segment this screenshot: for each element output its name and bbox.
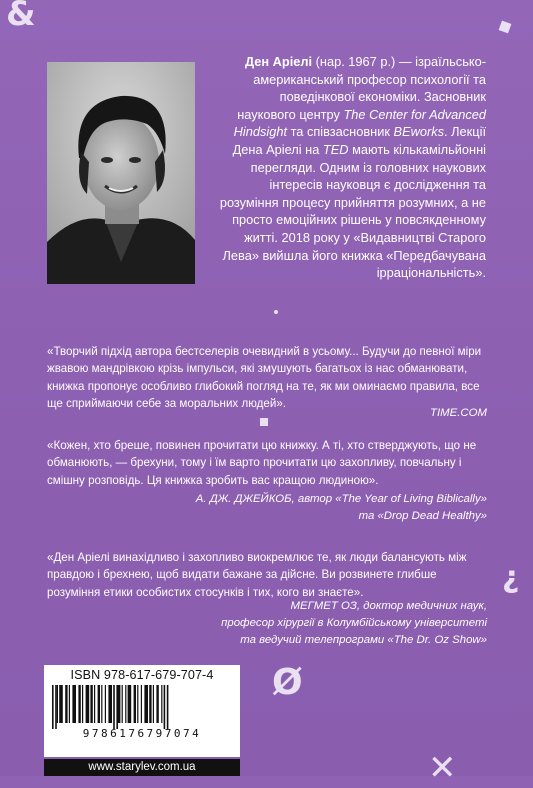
isbn-barcode xyxy=(44,665,240,757)
inverted-question-decoration: ¿ xyxy=(502,560,520,595)
book-title: «Drop Dead Healthy» xyxy=(377,509,487,522)
center-name: The Center for Advanced Hindsight xyxy=(233,106,486,140)
review-quote: «Кожен, хто бреше, повинен прочитати цю книжку. А ті, хто стверджують, що не обманюють, — брехуни, тому і їм варто прочитати цю захопливу, повчальну і смішну розповідь. Ця книжка зробить вас кращою людиною». xyxy=(47,439,477,487)
author-photo xyxy=(47,62,195,284)
cross-decoration: ✕ xyxy=(428,748,457,788)
author-name: Ден Аріелі xyxy=(244,54,313,69)
author-bio: Ден Аріелі (нар. 1967 р.) — ізраїльсько-американський професор психології та поведінкової економіки. Засновник наукового центру The Center for Advanced Hindsight та співзасновник BEworks. Лекції Дена Аріелі на TED мають кількамільйонні перегляди. Одним із головних наукових інтересів науковця є дослідження та розуміння процесу прийняття розумних, а не просто емоційних рішень у повсякденному житті. 2018 року у «Видавництві Старого Лева» вийшла його книжка «Передбачувана ірраціональність». xyxy=(219,54,486,281)
square-decoration xyxy=(499,21,512,34)
barcode-bars xyxy=(50,685,234,729)
review-attribution: МЕГМЕТ ОЗ, доктор медичних наук, професор хірургії в Колумбійському університеті та ведучий телепрограми «The Dr. Oz Show» xyxy=(221,600,487,646)
book-title: «The Year of Living Biblically» xyxy=(335,493,487,505)
square-decoration xyxy=(260,418,268,426)
review-source: TIME.COM xyxy=(430,407,487,419)
barcode-digits: 9786176797074 xyxy=(82,727,202,740)
review-quote: «Творчий підхід автора бестселерів очевидний в усьому... Будучи до певної міри жвавою мандрівкою крізь імпульси, які змушують багатьох із нас обманювати, книжка пропонує особливо глибокий погляд на те, як ми оминаємо правила, все ще сприймаючи себе за моральних людей». xyxy=(47,345,482,411)
dot-decoration xyxy=(274,310,278,314)
ampersand-decoration: & xyxy=(6,0,36,34)
isbn-label: ISBN 978-617-679-707-4 xyxy=(70,668,214,682)
slashed-o-decoration: Ø xyxy=(272,662,303,703)
review-attribution: А. ДЖ. ДЖЕЙКОБ, автор «The Year of Living Biblically» та «Drop Dead Healthy» xyxy=(195,493,487,522)
ted-name: TED xyxy=(322,141,349,157)
website-link[interactable]: www.starylev.com.ua xyxy=(44,759,240,776)
beworks-name: BEworks xyxy=(393,124,445,140)
review-quote: «Ден Аріелі винахідливо і захопливо виокремлює те, як люди балансують між правдою і брехнею, щоб видати бажане за дійсне. Ви розвинете глибше розуміння етики особистих стосунків і тих, кого ви знаєте». xyxy=(47,551,467,599)
